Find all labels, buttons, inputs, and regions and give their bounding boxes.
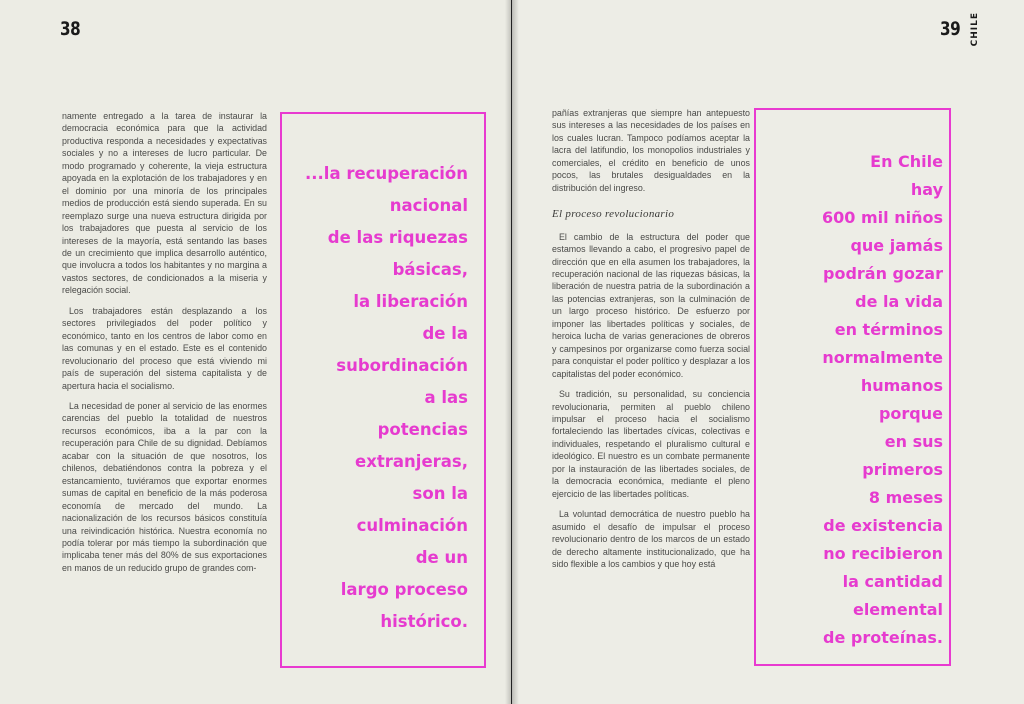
quote-line: nacional	[389, 196, 468, 215]
quote-line: en términos	[834, 320, 943, 339]
quote-line: potencias	[377, 420, 468, 439]
quote-line: la cantidad	[842, 572, 943, 591]
quote-line: de un	[415, 548, 468, 567]
quote-line: en sus	[884, 432, 943, 451]
quote-line: de la	[422, 324, 468, 343]
quote-line: 8 meses	[868, 488, 943, 507]
quote-line: básicas,	[392, 260, 468, 279]
quote-line: a las	[424, 388, 468, 407]
paragraph: La necesidad de poner al servicio de las enormes carencias del pueblo la totalidad de nuestros recursos económicos, iba a la par con la recuperación para Chile de su dignidad. Debíamos acabar con la situación de que nosotros, los chilenos, debatiéndonos contra la pobreza y el estancamiento, tuviéramos que exportar enormes sumas de capital en beneficio de la más poderosa economía de mercado del mundo. La nacionalización de los recursos básicos constituía una reivindicación histórica. Nuestra economía no podía tolerar por más tiempo la subordinación que implicaba tener más del 80% de sus exportaciones en manos de un reducido grupo de grandes com-	[62, 400, 267, 573]
quote-line: primeros	[862, 460, 943, 479]
paragraph: Su tradición, su personalidad, su conciencia revolucionaria, permiten al pueblo chileno impulsar el proceso hacia el socialismo fortaleciendo las libertades cívicas, colectivas e individuales, respetando el pluralismo cultural e ideológico. El nuestro es un combate permanente por la instauración de las libertades sociales, de la democracia económica, mediante el pleno ejercicio de las libertades políticas.	[552, 389, 750, 499]
body-text-column	[552, 107, 750, 578]
quote-line: hay	[910, 180, 943, 199]
paragraph: Los trabajadores están desplazando a los sectores privilegiados del poder político y económico, tanto en los centros de labor como en las comunas y en el estado. Este es el contenido revolucionario del proceso que está viviendo mi país de superación del sistema capitalista y de apertura hacia el socialismo.	[62, 305, 267, 391]
running-header-country: CHILE	[970, 12, 980, 47]
quote-line: de las riquezas	[327, 228, 468, 247]
pull-quote	[763, 148, 943, 652]
page-number: 39	[940, 18, 961, 40]
right-page	[512, 0, 1024, 704]
quote-line: son la	[412, 484, 468, 503]
quote-line: elemental	[852, 600, 943, 619]
pull-quote-box	[754, 108, 951, 666]
quote-line: que jamás	[850, 236, 943, 255]
body-text-column	[62, 110, 267, 582]
quote-line: no recibieron	[823, 544, 943, 563]
page-number: 38	[60, 18, 81, 40]
quote-line: extranjeras,	[355, 452, 468, 471]
quote-line: ...la recuperación	[305, 164, 468, 183]
left-page	[0, 0, 511, 704]
quote-line: de la vida	[855, 292, 943, 311]
paragraph: El cambio de la estructura del poder que estamos llevando a cabo, el progresivo papel de dirección que en ella asumen los trabajadores, la recuperación nacional de las riquezas básicas, la liberación de nuestra patria de la subordinación a las potencias extranjeras, son la culminación de un largo proceso histórico. De esfuerzo por imponer las libertades políticas y sociales, de heroica lucha de varias generaciones de obreros y campesinos por organizarse como fuerza social para conquistar el poder político y desplazar a los capitalistas del poder económico.	[552, 231, 750, 379]
quote-line: de proteínas.	[823, 628, 943, 647]
quote-line: podrán gozar	[823, 264, 943, 283]
quote-line: En Chile	[870, 152, 943, 171]
quote-line: histórico.	[380, 612, 468, 631]
quote-line: porque	[878, 404, 943, 423]
pull-quote-box	[280, 112, 486, 668]
paragraph: La voluntad democrática de nuestro pueblo ha asumido el desafío de impulsar el proceso revolucionario dentro de los marcos de un estado de derecho altamente institucionalizado, que ha sido flexible a los cambios y que hoy está	[552, 509, 750, 569]
quote-line: de existencia	[823, 516, 943, 535]
pull-quote	[288, 158, 468, 638]
quote-line: largo proceso	[340, 580, 468, 599]
paragraph: namente entregado a la tarea de instaurar la democracia económica para que la actividad productiva responda a necesidades y expectativas sociales y no a intereses de lucro particular. De modo programado y coherente, la vieja estructura apoyada en la explotación de los trabajadores y en el dominio por una minoría de los principales medios de producción está siendo superada. En su reemplazo surge una nueva estructura dirigida por los trabajadores que puesta al servicio de los intereses de la mayoría, está sentando las bases de un crecimiento que implica desarrollo auténtico, que involucra a todos los habitantes y no margina a vastos sectores, de condicionados a la miseria y relegación social.	[62, 111, 267, 296]
quote-line: subordinación	[336, 356, 468, 375]
quote-line: humanos	[860, 376, 943, 395]
quote-line: normalmente	[822, 348, 943, 367]
quote-line: la liberación	[353, 292, 468, 311]
book-gutter	[505, 0, 519, 704]
quote-line: 600 mil niños	[822, 208, 943, 227]
quote-line: culminación	[356, 516, 468, 535]
paragraph: pañías extranjeras que siempre han antepuesto sus intereses a las necesidades de los países en los cuales lucran. Tampoco podíamos aceptar la lacra del latifundio, los monopolios industriales y comerciales, el crédito en beneficio de unos pocos, las brutales desigualdades en la distribución del ingreso.	[552, 108, 750, 193]
section-title: El proceso revolucionario	[552, 208, 675, 221]
